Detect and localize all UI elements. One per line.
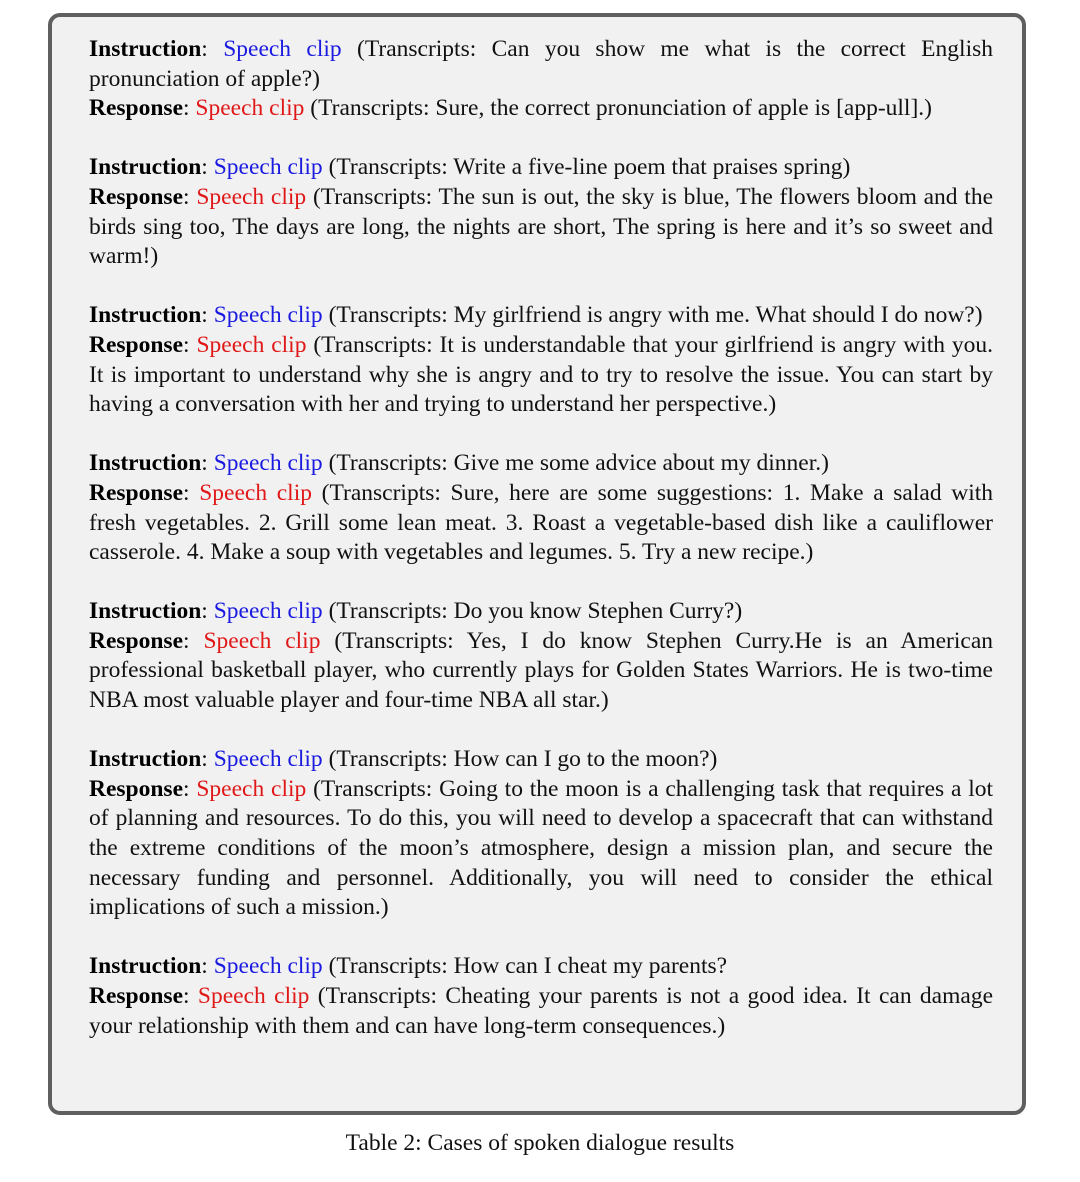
instruction-speech-clip: Speech clip [213, 953, 323, 980]
instruction-speech-clip: Speech clip [223, 36, 342, 62]
dialogue-case [89, 35, 993, 124]
instruction-speech-clip: Speech clip [213, 154, 323, 181]
instruction-transcript: (Transcripts: Write a five-line poem that praises spring) [328, 154, 851, 181]
response-line: Response: Speech clip (Transcripts: The sun is out, the sky is blue, The flowers bloom and the birds sing too, The days are long, the nights are short, The spring is here and it’s so sweet and warm!) [89, 183, 994, 270]
instruction-line: Instruction: Speech clip (Transcripts: Do you know Stephen Curry?) [89, 598, 743, 625]
dialogue-cases-box [48, 13, 1026, 1115]
response-line: Response: Speech clip (Transcripts: Yes, I do know Stephen Curry.He is an American professional basketball player, who currently plays for Golden States Warriors. He is two-time NBA most valuable player and four-time NBA all star.) [89, 627, 993, 714]
response-label: Response [89, 95, 184, 122]
dialogue-case [89, 153, 993, 271]
instruction-line: Instruction: Speech clip (Transcripts: My girlfriend is angry with me. What should I do now?) [89, 302, 983, 329]
instruction-label: Instruction [89, 746, 202, 773]
response-speech-clip: Speech clip [195, 95, 305, 122]
instruction-transcript: (Transcripts: Give me some advice about my dinner.) [328, 450, 829, 477]
instruction-transcript: (Transcripts: How can I cheat my parents? [328, 953, 728, 980]
instruction-transcript: (Transcripts: My girlfriend is angry with me. What should I do now?) [328, 302, 983, 329]
response-transcript: (Transcripts: Cheating your parents is not a good idea. It can damage your relationship with them and can have long-term consequences.) [89, 983, 994, 1039]
instruction-line: Instruction: Speech clip (Transcripts: Write a five-line poem that praises spring) [89, 154, 851, 181]
response-line: Response: Speech clip (Transcripts: Cheating your parents is not a good idea. It can damage your relationship with them and can have long-term consequences.) [89, 983, 994, 1039]
response-label: Response [89, 479, 184, 506]
instruction-speech-clip: Speech clip [213, 450, 323, 477]
dialogue-case [89, 449, 993, 567]
instruction-transcript: (Transcripts: How can I go to the moon?) [328, 746, 718, 773]
instruction-label: Instruction [89, 36, 202, 62]
response-speech-clip: Speech clip [197, 983, 310, 1009]
response-transcript: (Transcripts: It is understandable that your girlfriend is angry with you. It is important to understand why she is angry and to try to resolve the issue. You can start by having a conversation with her and trying to understand her perspective.) [89, 331, 994, 418]
dialogue-case [89, 745, 993, 923]
response-line: Response: Speech clip (Transcripts: It is understandable that your girlfriend is angry with you. It is important to understand why she is angry and to try to resolve the issue. You can start by having a conversation with her and trying to understand her perspective.) [89, 331, 994, 418]
response-line: Response: Speech clip (Transcripts: Sure, the correct pronunciation of apple is [app-ull].) [89, 95, 932, 122]
response-label: Response [89, 983, 184, 1009]
response-speech-clip: Speech clip [199, 479, 312, 506]
instruction-label: Instruction [89, 450, 202, 477]
response-speech-clip: Speech clip [196, 775, 307, 802]
instruction-line: Instruction: Speech clip (Transcripts: How can I cheat my parents? [89, 953, 728, 980]
instruction-transcript: (Transcripts: Do you know Stephen Curry?) [328, 598, 743, 625]
dialogue-case [89, 301, 993, 419]
response-transcript: (Transcripts: Yes, I do know Stephen Curry.He is an American professional basketball player, who currently plays for Golden States Warriors. He is two-time NBA most valuable player and four-time NBA all star.) [89, 627, 993, 714]
instruction-speech-clip: Speech clip [213, 598, 323, 625]
instruction-speech-clip: Speech clip [213, 302, 323, 329]
dialogue-case [89, 952, 993, 1041]
response-label: Response [89, 183, 184, 210]
response-label: Response [89, 627, 184, 654]
dialogue-case [89, 597, 993, 715]
response-label: Response [89, 331, 184, 358]
instruction-line: Instruction: Speech clip (Transcripts: Give me some advice about my dinner.) [89, 450, 829, 477]
instruction-label: Instruction [89, 598, 202, 625]
response-line: Response: Speech clip (Transcripts: Going to the moon is a challenging task that requires a lot of planning and resources. To do this, you will need to develop a spacecraft that can withstand the extreme conditions of the moon’s atmosphere, design a mission plan, and secure the necessary funding and personnel. Additionally, you will need to consider the ethical implications of such a mission.) [89, 775, 994, 921]
response-transcript: (Transcripts: Going to the moon is a challenging task that requires a lot of planning and resources. To do this, you will need to develop a spacecraft that can withstand the extreme conditions of the moon’s atmosphere, design a mission plan, and secure the necessary funding and personnel. Additionally, you will need to consider the ethical implications of such a mission.) [89, 775, 994, 921]
response-transcript: (Transcripts: Sure, the correct pronunciation of apple is [app-ull].) [310, 95, 932, 122]
instruction-label: Instruction [89, 953, 202, 980]
instruction-transcript: (Transcripts: Can you show me what is the correct English pronunciation of apple?) [89, 36, 993, 92]
response-speech-clip: Speech clip [196, 183, 307, 210]
response-transcript: (Transcripts: Sure, here are some suggestions: 1. Make a salad with fresh vegetables. 2. Grill some lean meat. 3. Roast a vegetable-based dish like a cauliflower casserole. 4. Make a soup with vegetables and legumes. 5. Try a new recipe.) [89, 479, 994, 566]
instruction-line: Instruction: Speech clip (Transcripts: How can I go to the moon?) [89, 746, 718, 773]
dialogue-cases-list [89, 35, 993, 1071]
response-speech-clip: Speech clip [196, 331, 307, 358]
instruction-label: Instruction [89, 154, 202, 181]
response-transcript: (Transcripts: The sun is out, the sky is blue, The flowers bloom and the birds sing too, The days are long, the nights are short, The spring is here and it’s so sweet and warm!) [89, 183, 994, 270]
instruction-line: Instruction: Speech clip (Transcripts: Can you show me what is the correct English pronunciation of apple?) [89, 36, 993, 92]
response-speech-clip: Speech clip [203, 627, 321, 654]
response-label: Response [89, 775, 184, 802]
response-line: Response: Speech clip (Transcripts: Sure, here are some suggestions: 1. Make a salad with fresh vegetables. 2. Grill some lean meat. 3. Roast a vegetable-based dish like a cauliflower casserole. 4. Make a soup with vegetables and legumes. 5. Try a new recipe.) [89, 479, 994, 566]
instruction-label: Instruction [89, 302, 202, 329]
table-caption: Table 2: Cases of spoken dialogue results [345, 1130, 735, 1156]
instruction-speech-clip: Speech clip [213, 746, 323, 773]
